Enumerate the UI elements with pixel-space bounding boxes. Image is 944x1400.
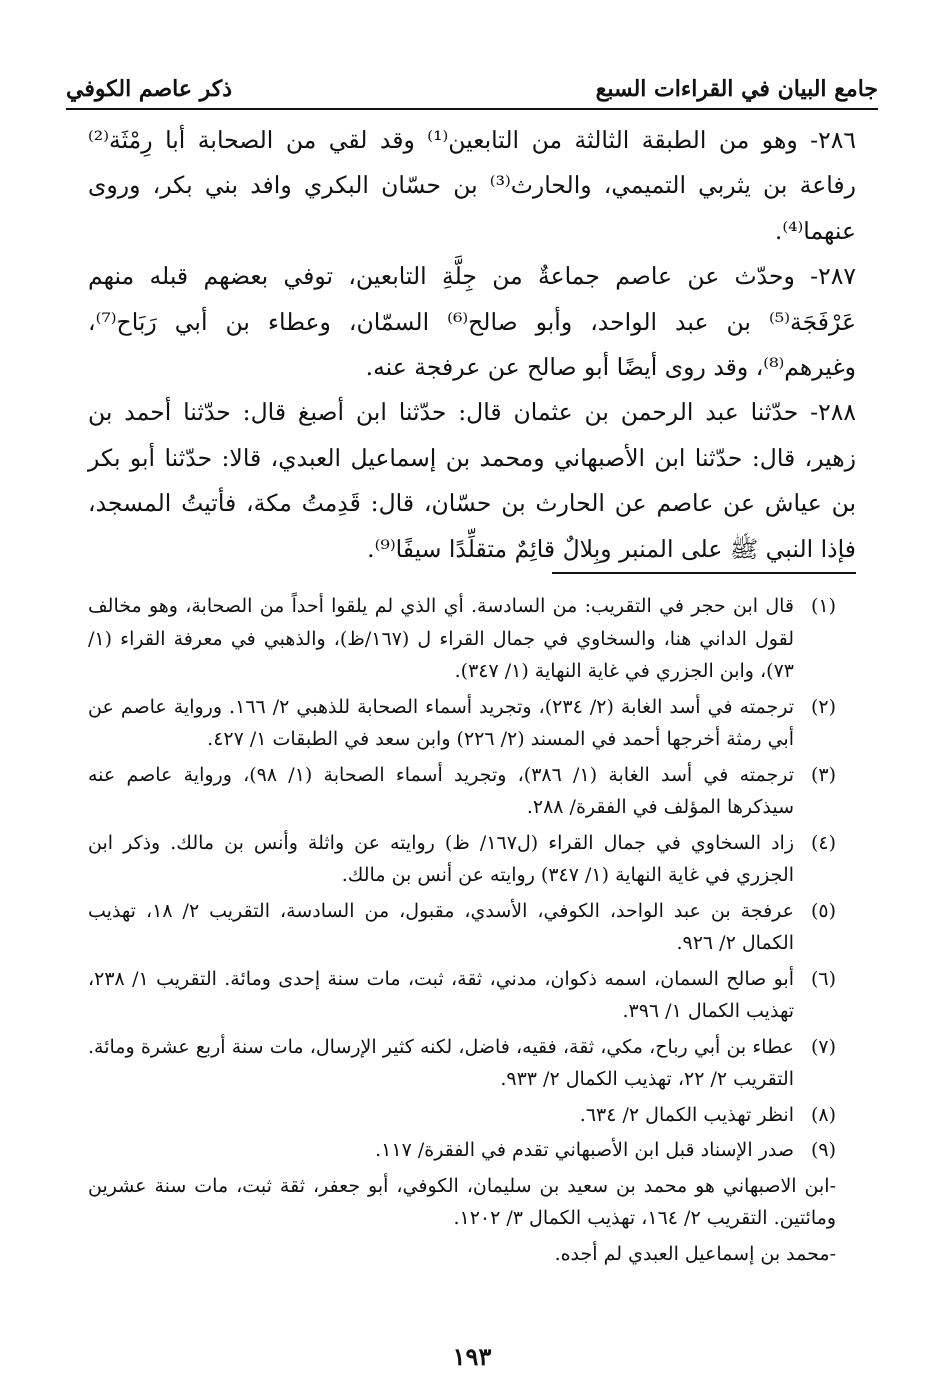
main-text: [88, 118, 856, 572]
footnote-2: [88, 691, 836, 756]
footnote-number: (٨): [810, 1103, 836, 1126]
book-title: جامع البيان في القراءات السبع: [595, 76, 878, 102]
running-header: [66, 58, 878, 102]
footnote-number: (٤): [810, 831, 836, 854]
paragraph-287: ٢٨٧- وحدّث عن عاصم جماعةٌ من جِلَّةِ التابعين، توفي بعضهم قبله منهم عَرْفَجَة⁽⁵⁾ بن عبد الواحد، وأبو صالح⁽⁶⁾ السمّان، وعطاء بن أبي رَبَاح⁽⁷⁾، وغيرهم⁽⁸⁾، وقد روى أيضًا أبو صالح عن عرفجة عنه.: [88, 262, 856, 382]
footnote-number: (٣): [810, 763, 836, 786]
footnote-text: صدر الإسناد قبل ابن الأصبهاني تقدم في الفقرة/ ١١٧.: [375, 1139, 794, 1161]
footnote-text: ترجمته في أسد الغابة (١/ ٣٨٦)، وتجريد أسماء الصحابة (١/ ٩٨)، ورواية عاصم عنه سيذكرها المؤلف في الفقرة/ ٢٨٨.: [88, 763, 794, 818]
footnote-number: (١): [810, 595, 836, 617]
footnote-continuation: -ابن الاصبهاني هو محمد بن سعيد بن سليمان، الكوفي، أبو جعفر، ثقة ثبت، مات سنة عشرين ومائتين. التقريب ٢/ ١٦٤، تهذيب الكمال ٣/ ١٢٠٢.: [88, 1174, 836, 1229]
footnote-number: (٩): [810, 1139, 836, 1161]
footnote-4: [88, 827, 836, 892]
footnote-9: [88, 1134, 836, 1167]
footnote-6: [88, 963, 836, 1028]
footnote-text: عرفجة بن عبد الواحد، الكوفي، الأسدي، مقبول، من السادسة، التقريب ٢/ ١٨، تهذيب الكمال ٢/ ٩٢٦.: [88, 899, 794, 954]
footnote-text: انظر تهذيب الكمال ٢/ ٦٣٤.: [579, 1103, 794, 1126]
footnote-number: (٢): [810, 695, 836, 718]
footnote-text: أبو صالح السمان، اسمه ذكوان، مدني، ثقة، ثبت، مات سنة إحدى ومائة. التقريب ١/ ٢٣٨، تهذيب الكمال ١/ ٣٩٦.: [88, 967, 794, 1022]
footnote-text: ترجمته في أسد الغابة (٢/ ٢٣٤)، وتجريد أسماء الصحابة للذهبي ٢/ ١٦٦. ورواية عاصم عن أبي رمثة أخرجها أحمد في المسند (٢/ ٢٢٦) وابن سعد في الطبقات ١/ ٤٢٧.: [88, 695, 794, 750]
footnote-text: عطاء بن أبي رباح، مكي، ثقة، فقيه، فاضل، لكنه كثير الإرسال، مات سنة أربع عشرة ومائة. التقريب ٢/ ٢٢، تهذيب الكمال ٢/ ٩٣٣.: [88, 1035, 794, 1090]
footnote-number: (٦): [810, 967, 836, 990]
footnote-3: [88, 759, 836, 824]
paragraph-288: ٢٨٨- حدّثنا عبد الرحمن بن عثمان قال: حدّثنا ابن أصبغ قال: حدّثنا أحمد بن زهير، قال: حدّثنا ابن الأصبهاني ومحمد بن إسماعيل العبدي، قالا: حدّثنا أبو بكر بن عياش عن عاصم عن الحارث بن حسّان، قال: قَدِمتُ مكة، فأتيتُ المسجد، فإذا النبي ﷺ على المنبر وبِلالٌ قائِمٌ متقلِّدًا سيفًا⁽⁹⁾.: [88, 398, 856, 563]
page-number: ١٩٣: [452, 1342, 492, 1371]
footnote-5: [88, 895, 836, 960]
paragraph-286: ٢٨٦- وهو من الطبقة الثالثة من التابعين⁽¹⁾ وقد لقي من الصحابة أبا رِمْثَة⁽²⁾ رفاعة بن يثربي التميمي، والحارث⁽³⁾ بن حسّان البكري وافد بني بكر، وروى عنهما⁽⁴⁾.: [88, 126, 856, 245]
footnote-7: [88, 1031, 836, 1096]
footnote-number: (٥): [810, 899, 836, 922]
header-rule: [66, 108, 878, 110]
footnotes: [88, 590, 836, 1273]
footnote-8: [88, 1099, 836, 1132]
chapter-title: ذكر عاصم الكوفي: [66, 76, 233, 102]
footnote-number: (٧): [810, 1035, 836, 1058]
footnote-1: [88, 590, 836, 688]
footnote-continuation: -محمد بن إسماعيل العبدي لم أجده.: [554, 1242, 836, 1265]
footnote-separator: [552, 572, 856, 574]
footnote-text: قال ابن حجر في التقريب: من السادسة. أي الذي لم يلقوا أحداً من الصحابة، وهو مخالف لقول الداني هنا، والسخاوي في جمال القراء ل (١٦٧/ظ)، والذهبي في معرفة القراء (١/ ٧٣)، وابن الجزري في غاية النهاية (١/ ٣٤٧).: [88, 595, 794, 682]
footnote-text: زاد السخاوي في جمال القراء (ل١٦٧/ ظ) روايته عن واثلة وأنس بن مالك. وذكر ابن الجزري في غاية النهاية (١/ ٣٤٧) روايته عن أنس بن مالك.: [88, 831, 794, 886]
